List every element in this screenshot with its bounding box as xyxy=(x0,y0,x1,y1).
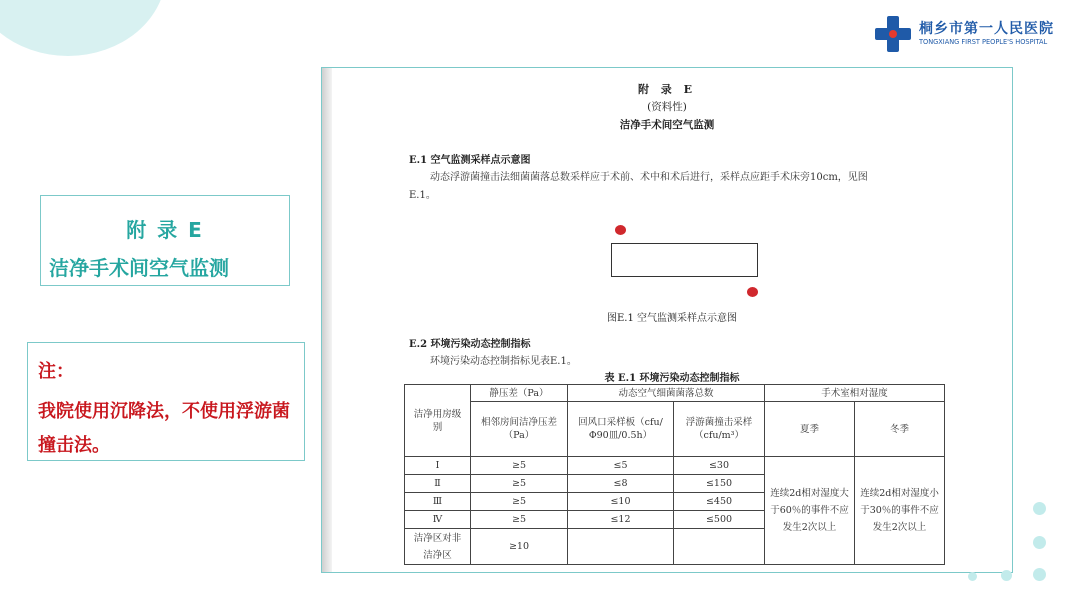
cell-impact: ≤500 xyxy=(674,511,765,529)
hospital-name-cn: 桐乡市第一人民医院 xyxy=(919,21,1054,37)
doc-nature-label: (资料性) xyxy=(647,101,687,113)
cell-pressure: ≥5 xyxy=(471,511,568,529)
cell-impact xyxy=(674,529,765,565)
section-e1-text-line1: 动态浮游菌撞击法细菌菌落总数采样应于术前、术中和术后进行，采样点应距手术床旁10cm，见图 xyxy=(430,172,868,183)
cell-pressure: ≥5 xyxy=(471,457,568,475)
control-index-table xyxy=(404,384,945,565)
header-pressure-sub: 相邻房间洁净压差（Pa） xyxy=(471,402,568,457)
cell-class: Ⅱ xyxy=(405,475,471,493)
section-e1-heading: E.1 空气监测采样点示意图 xyxy=(409,155,531,166)
table-row xyxy=(405,457,945,475)
header-bacteria: 动态空气细菌菌落总数 xyxy=(568,385,765,402)
cell-impact: ≤30 xyxy=(674,457,765,475)
header-summer: 夏季 xyxy=(765,402,855,457)
cell-pressure: ≥5 xyxy=(471,475,568,493)
sampling-point-marker xyxy=(615,225,626,235)
header-winter: 冬季 xyxy=(855,402,945,457)
cell-plate: ≤8 xyxy=(568,475,674,493)
cell-class: Ⅰ xyxy=(405,457,471,475)
standard-document-image xyxy=(321,67,1013,573)
table-caption: 表 E.1 环境污染动态控制指标 xyxy=(604,373,740,384)
header-humidity: 手术室相对湿度 xyxy=(765,385,945,402)
cell-plate: ≤12 xyxy=(568,511,674,529)
doc-title: 洁净手术间空气监测 xyxy=(619,119,715,131)
title-subject: 洁净手术间空气监测 xyxy=(49,256,229,280)
hospital-name-en: TONGXIANG FIRST PEOPLE'S HOSPITAL xyxy=(919,38,1048,46)
doc-appendix-label: 附 录 E xyxy=(637,83,697,96)
operating-table-shape xyxy=(611,243,758,277)
note-box xyxy=(27,342,305,461)
cell-plate: ≤5 xyxy=(568,457,674,475)
sampling-point-marker xyxy=(747,287,758,297)
section-e2-text: 环境污染动态控制指标见表E.1。 xyxy=(430,356,577,367)
header-impact-sampling: 浮游菌撞击采样（cfu/m³） xyxy=(674,402,765,457)
header-pressure: 静压差（Pa） xyxy=(471,385,568,402)
cell-winter-note: 连续2d相对湿度小于30％的事件不应发生2次以上 xyxy=(855,457,945,565)
header-plate-sampling: 回风口采样板（cfu/Φ90皿/0.5h） xyxy=(568,402,674,457)
figure-caption: 图E.1 空气监测采样点示意图 xyxy=(606,313,738,324)
title-box xyxy=(40,195,290,286)
cell-plate: ≤10 xyxy=(568,493,674,511)
cell-pressure: ≥5 xyxy=(471,493,568,511)
cell-summer-note: 连续2d相对湿度大于60％的事件不应发生2次以上 xyxy=(765,457,855,565)
cell-impact: ≤450 xyxy=(674,493,765,511)
decorative-circle xyxy=(0,0,166,56)
cell-class: Ⅳ xyxy=(405,511,471,529)
note-heading: 注： xyxy=(38,361,74,382)
hospital-logo xyxy=(875,16,1054,52)
section-e2-heading: E.2 环境污染动态控制指标 xyxy=(409,339,531,350)
cell-class: Ⅲ xyxy=(405,493,471,511)
note-body: 我院使用沉降法，不使用浮游菌撞击法。 xyxy=(38,401,290,456)
cell-plate xyxy=(568,529,674,565)
header-class: 洁净用房级别 xyxy=(405,385,471,457)
cell-impact: ≤150 xyxy=(674,475,765,493)
cell-class: 洁净区对非洁净区 xyxy=(405,529,471,565)
hospital-cross-icon xyxy=(875,16,911,52)
cell-pressure: ≥10 xyxy=(471,529,568,565)
section-e1-text-line2: E.1。 xyxy=(409,190,436,201)
page-shadow xyxy=(322,68,332,572)
title-appendix: 附 录 E xyxy=(126,218,204,242)
